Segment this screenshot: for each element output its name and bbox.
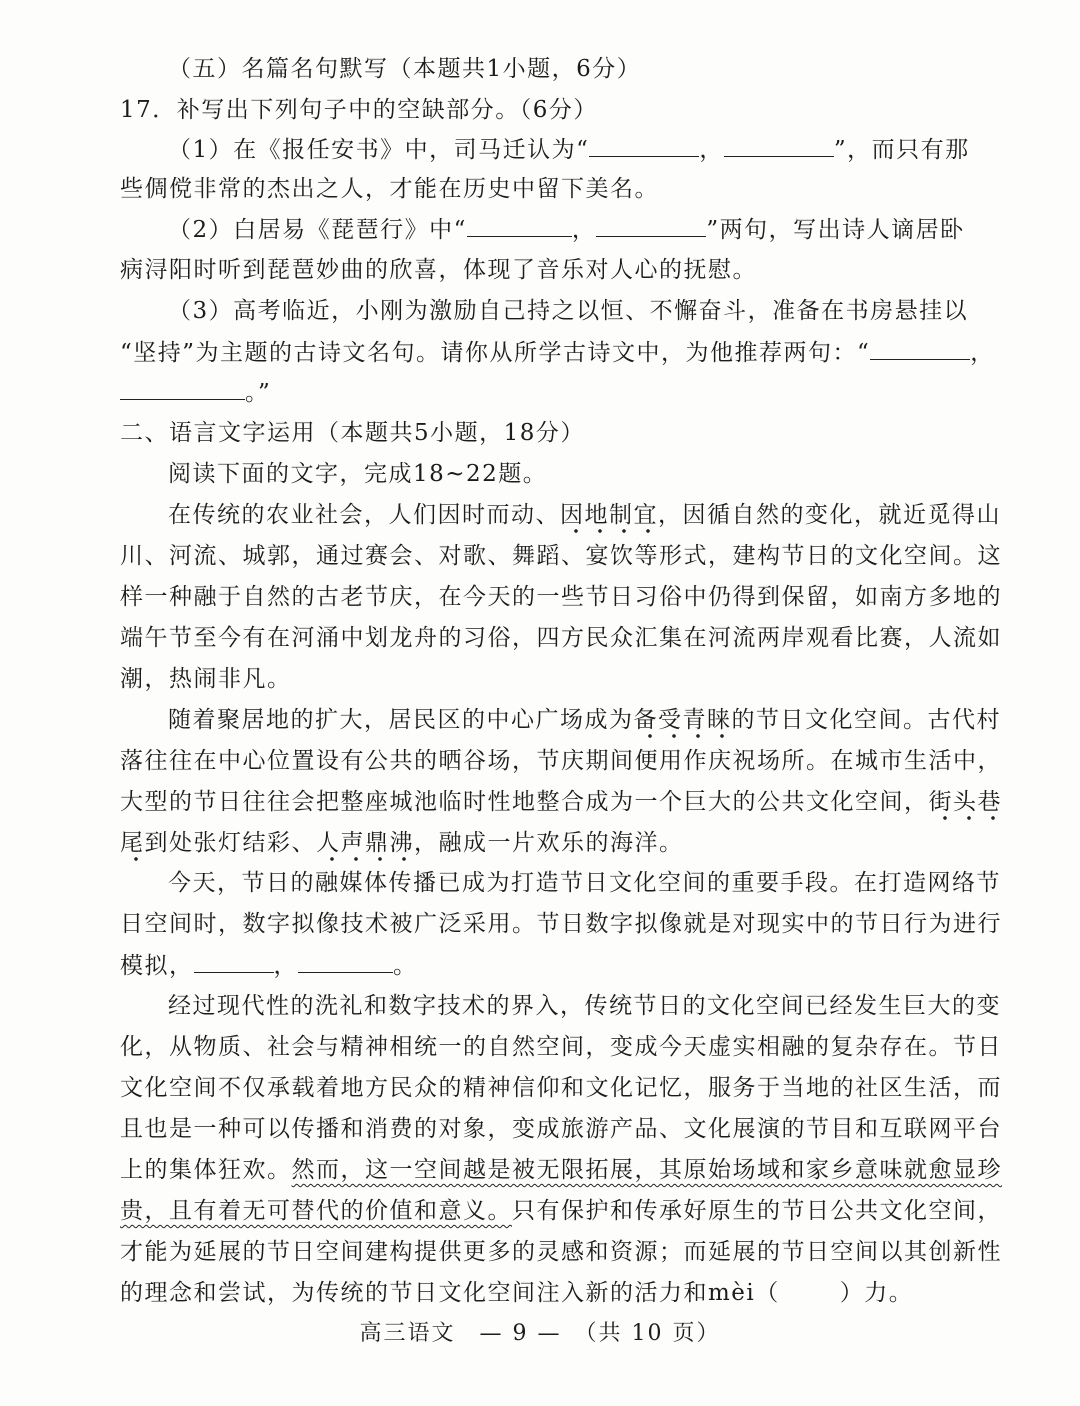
para3-line-2: 日空间时，数字拟像技术被广泛采用。节日数字拟像就是对现实中的节日行为进行 <box>120 911 1002 937</box>
text: 的理念和尝试，为传统的节日文化空间注入新的活力和mèi（ <box>120 1280 780 1306</box>
q17-3-text-c: ， <box>970 340 995 366</box>
text: 在传统的农业社会，人们因时而动、 <box>168 502 560 528</box>
para1-line-2: 川、河流、城郭，通过赛会、对歌、舞蹈、宴饮等形式，建构节日的文化空间。这 <box>120 543 1002 569</box>
para3-line-3 <box>120 948 418 983</box>
para4-line-4: 且也是一种可以传播和消费的对象，变成旅游产品、文化展演的节目和互联网平台 <box>120 1116 1002 1142</box>
q17-item-1-line-2: 些倜傥非常的杰出之人，才能在历史中留下美名。 <box>120 176 659 202</box>
para2-line-1 <box>168 703 1001 737</box>
para4-line-1: 经过现代性的洗礼和数字技术的界入，传统节日的文化空间已经发生巨大的变 <box>168 993 1001 1019</box>
q17-1-text-b: ， <box>699 137 724 163</box>
section-title-5: （五）名篇名句默写（本题共1小题，6分） <box>168 56 642 82</box>
q17-item-1-line-1 <box>168 132 970 167</box>
q17-2-text-c: ”两句，写出诗人谪居卧 <box>706 217 965 243</box>
emphasis-dotted-phrase: 备受青睐 <box>634 707 732 740</box>
fill-blank[interactable] <box>870 335 970 360</box>
fill-blank[interactable] <box>194 948 274 973</box>
para2-line-4 <box>120 826 684 860</box>
para1-line-5: 潮，热闹非凡。 <box>120 666 292 692</box>
text: 只有保护和传承好原生的节日公共文化空间， <box>512 1198 1002 1224</box>
text: 。 <box>393 953 418 979</box>
fill-blank[interactable] <box>596 212 706 237</box>
q17-3-text-b: “坚持”为主题的古诗文名句。请你从所学古诗文中，为他推荐两句：“ <box>120 340 871 366</box>
q17-item-2-line-1 <box>168 212 965 247</box>
fill-blank[interactable] <box>298 948 393 973</box>
para1-line-3: 样一种融于自然的古老节庆，在今天的一些节日习俗中仍得到保留，如南方多地的 <box>120 584 1002 610</box>
q17-1-text-c: ”，而只有那 <box>833 137 970 163</box>
q17-1-text-a: （1）在《报任安书》中，司马迁认为“ <box>168 137 590 163</box>
para2-line-2: 落往往在中心位置设有公共的晒谷场，节庆期间便用作庆祝场所。在城市生活中， <box>120 748 1002 774</box>
emphasis-dotted-phrase: 街头巷 <box>929 789 1003 822</box>
wavy-underlined-sentence: 然而，这一空间越是被无限拓展，其原始场域和家乡意味就愈显珍 <box>291 1157 1002 1183</box>
q17-3-text-d: 。” <box>245 380 272 406</box>
para1-line-1 <box>168 498 1001 532</box>
page-footer: 高三语文 — 9 — （共 10 页） <box>359 1321 721 1346</box>
text: 模拟， <box>120 953 194 979</box>
q17-item-3-line-2 <box>120 335 995 370</box>
emphasis-dotted-phrase: 尾 <box>120 830 145 863</box>
q17-item-3-line-1: （3）高考临近，小刚为激励自己持之以恒、不懈奋斗，准备在书房悬挂以 <box>168 298 969 324</box>
para4-line-8 <box>120 1276 913 1310</box>
para3-line-1: 今天，节日的融媒体传播已成为打造节日文化空间的重要手段。在打造网络节 <box>168 870 1001 896</box>
q17-item-2-line-2: 病浔阳时听到琵琶妙曲的欣喜，体现了音乐对人心的抚慰。 <box>120 257 757 283</box>
fill-blank[interactable] <box>120 375 245 400</box>
wavy-underlined-sentence: 贵，且有着无可替代的价值和意义。 <box>120 1198 512 1224</box>
q17-2-text-a: （2）白居易《琵琶行》中“ <box>168 217 467 243</box>
para4-line-3: 文化空间不仅承载着地方民众的精神信仰和文化记忆，服务于当地的社区生活，而 <box>120 1075 1002 1101</box>
text: ）力。 <box>839 1280 914 1306</box>
text: ，因循自然的变化，就近觅得山 <box>658 502 1001 528</box>
q17-item-3-line-3 <box>120 375 271 410</box>
text: ， <box>273 953 298 979</box>
text: 大型的节日往往会把整座城池临时性地整合成为一个巨大的公共文化空间， <box>120 789 929 815</box>
reading-instruction: 阅读下面的文字，完成18~22题。 <box>168 461 548 487</box>
para4-line-5 <box>120 1153 1002 1187</box>
question-17-stem: 17．补写出下列句子中的空缺部分。（6分） <box>120 97 598 123</box>
text: 随着聚居地的扩大，居民区的中心广场成为 <box>168 707 634 733</box>
para4-line-6 <box>120 1194 1002 1228</box>
para1-line-4: 端午节至今有在河涌中划龙舟的习俗，四方民众汇集在河流两岸观看比赛，人流如 <box>120 625 1002 651</box>
emphasis-dotted-phrase: 因地制宜 <box>560 502 658 535</box>
fill-blank[interactable] <box>724 132 834 157</box>
para2-line-3 <box>120 785 1002 819</box>
para4-line-7: 才能为延展的节日空间建构提供更多的灵感和资源；而延展的节日空间以其创新性 <box>120 1239 1002 1265</box>
text: ，融成一片欢乐的海洋。 <box>414 830 684 856</box>
para4-line-2: 化，从物质、社会与精神相统一的自然空间，变成今天虚实相融的复杂存在。节日 <box>120 1034 1002 1060</box>
fill-blank[interactable] <box>467 212 572 237</box>
text: 到处张灯结彩、 <box>144 830 316 856</box>
q17-2-text-b: ， <box>571 217 597 243</box>
section-title-2: 二、语言文字运用（本题共5小题，18分） <box>120 420 585 446</box>
text: 的节日文化空间。古代村 <box>731 707 1001 733</box>
text: 上的集体狂欢。 <box>120 1157 292 1183</box>
emphasis-dotted-phrase: 人声鼎沸 <box>316 830 414 863</box>
fill-blank[interactable] <box>589 132 699 157</box>
